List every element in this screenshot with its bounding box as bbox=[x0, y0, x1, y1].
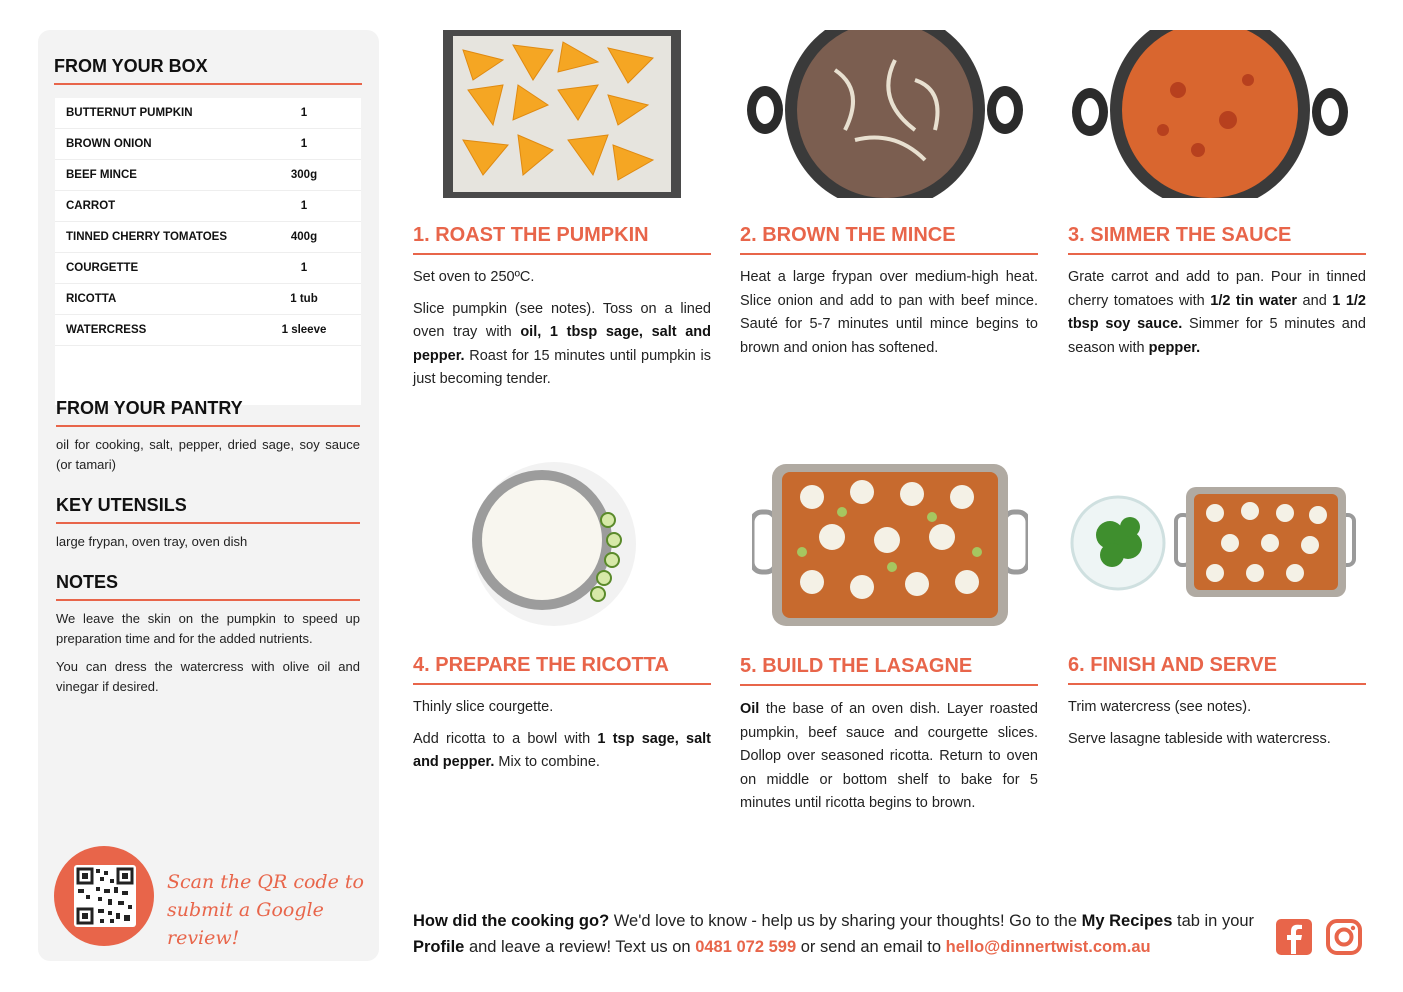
sauce-pan-image bbox=[1068, 30, 1352, 198]
ingredient-name: BUTTERNUT PUMPKIN bbox=[66, 107, 193, 119]
table-row bbox=[55, 129, 361, 160]
serve-image bbox=[1070, 485, 1356, 601]
step-2-text bbox=[740, 266, 1038, 368]
text-run: We'd love to know - help us by sharing your thoughts! Go to the bbox=[609, 912, 1082, 930]
lasagne-dish-image bbox=[752, 462, 1028, 628]
step-1-text bbox=[413, 266, 711, 400]
ingredient-qty: 400g bbox=[290, 231, 318, 243]
step-2-para-1: Heat a large frypan over medium-high heat. Slice onion and add to pan with beef mince. Sauté for 5-7 minutes until mince begins to brown and onion has softened. bbox=[740, 269, 1038, 356]
step-6-text bbox=[1068, 696, 1366, 759]
notes-section bbox=[56, 572, 360, 697]
ingredients-table bbox=[55, 98, 361, 405]
table-row bbox=[55, 253, 361, 284]
step-5-title: 5. BUILD THE LASAGNE bbox=[740, 655, 1038, 686]
ingredient-name: COURGETTE bbox=[66, 262, 139, 274]
notes-title: NOTES bbox=[56, 572, 360, 601]
bold-run: oil, 1 tbsp sage, salt and pepper. bbox=[413, 324, 711, 364]
pantry-title: FROM YOUR PANTRY bbox=[56, 398, 360, 427]
text-run: Grate carrot and add to pan. Pour in tinned cherry tomatoes with bbox=[1068, 269, 1366, 309]
step-3-title: 3. SIMMER THE SAUCE bbox=[1068, 224, 1366, 255]
step-1-title: 1. ROAST THE PUMPKIN bbox=[413, 224, 711, 255]
table-row bbox=[55, 191, 361, 222]
text-run: and bbox=[1297, 292, 1333, 309]
qr-code-icon bbox=[74, 865, 136, 927]
text-run: Add ricotta to a bowl with bbox=[413, 730, 598, 747]
pumpkin-tray-image bbox=[443, 30, 681, 198]
notes-text-2: You can dress the watercress with olive oil and vinegar if desired. bbox=[56, 659, 360, 694]
step-3-text bbox=[1068, 266, 1366, 368]
ingredient-qty: 1 bbox=[300, 107, 308, 119]
table-row bbox=[55, 315, 361, 346]
ingredient-name: TINNED CHERRY TOMATOES bbox=[66, 231, 228, 243]
utensils-title: KEY UTENSILS bbox=[56, 495, 360, 524]
step-4-text bbox=[413, 696, 711, 783]
text-run: Roast for 15 minutes until pumpkin is just becoming tender. bbox=[413, 347, 711, 387]
footer-question: How did the cooking go? bbox=[413, 912, 610, 930]
text-run: tab in your bbox=[1172, 912, 1255, 930]
ingredient-qty: 1 bbox=[300, 200, 308, 212]
bold-run: 1 1/2 tbsp soy sauce. bbox=[1068, 292, 1366, 332]
step-1-para-1: Set oven to 250ºC. bbox=[413, 269, 535, 285]
step-4-para-2 bbox=[413, 728, 711, 775]
pantry-text: oil for cooking, salt, pepper, dried sage, soy sauce (or tamari) bbox=[56, 437, 360, 472]
table-row bbox=[55, 160, 361, 191]
pantry-section bbox=[56, 398, 360, 475]
utensils-section bbox=[56, 495, 360, 552]
bold-run: Oil bbox=[740, 701, 760, 717]
bold-run: 1/2 tin water bbox=[1210, 292, 1298, 309]
ingredient-qty: 300g bbox=[290, 169, 318, 181]
step-6-title: 6. FINISH AND SERVE bbox=[1068, 654, 1366, 685]
text-run: and leave a review! Text us on bbox=[464, 938, 696, 956]
ingredient-qty: 1 bbox=[300, 138, 308, 150]
facebook-icon[interactable] bbox=[1275, 918, 1313, 956]
ingredient-name: BEEF MINCE bbox=[66, 169, 137, 181]
step-4-para-1: Thinly slice courgette. bbox=[413, 699, 554, 715]
ingredient-name: RICOTTA bbox=[66, 293, 117, 305]
step-4-title: 4. PREPARE THE RICOTTA bbox=[413, 654, 711, 685]
profile-text: Profile bbox=[413, 938, 465, 956]
bold-run: 1 tsp sage, salt and pepper. bbox=[413, 730, 711, 770]
phone-link[interactable]: 0481 072 599 bbox=[695, 938, 797, 956]
text-run: Simmer for 5 minutes and season with bbox=[1068, 316, 1366, 356]
step-3-para-1 bbox=[1068, 266, 1366, 360]
step-2-title: 2. BROWN THE MINCE bbox=[740, 224, 1038, 255]
my-recipes-text: My Recipes bbox=[1081, 912, 1173, 930]
ingredient-name: WATERCRESS bbox=[66, 324, 147, 336]
ingredient-name: BROWN ONION bbox=[66, 138, 152, 150]
step-6-para-2: Serve lasagne tableside with watercress. bbox=[1068, 730, 1331, 747]
email-link[interactable]: hello@dinnertwist.com.au bbox=[945, 938, 1151, 956]
qr-caption: Scan the QR code to submit a Google review! bbox=[167, 871, 364, 949]
step-1-para-2 bbox=[413, 298, 711, 392]
table-row bbox=[55, 284, 361, 315]
ingredient-qty: 1 sleeve bbox=[281, 324, 327, 336]
bold-run: pepper. bbox=[1148, 339, 1201, 356]
table-row bbox=[55, 222, 361, 253]
mince-pan-image bbox=[745, 30, 1025, 198]
instagram-icon[interactable] bbox=[1325, 918, 1363, 956]
utensils-text: large frypan, oven tray, oven dish bbox=[56, 534, 248, 549]
text-run: Mix to combine. bbox=[494, 754, 600, 770]
ingredient-qty: 1 bbox=[300, 262, 308, 274]
step-5-text bbox=[740, 698, 1038, 824]
ingredient-qty: 1 tub bbox=[290, 293, 318, 305]
sidebar bbox=[38, 30, 379, 961]
step-5-para-1 bbox=[740, 698, 1038, 816]
step-6-para-1: Trim watercress (see notes). bbox=[1068, 699, 1252, 715]
table-row bbox=[55, 98, 361, 129]
footer-review-text bbox=[413, 908, 1263, 960]
qr-badge[interactable] bbox=[54, 846, 154, 946]
ricotta-bowl-image bbox=[468, 460, 640, 628]
text-run: or send an email to bbox=[796, 938, 946, 956]
box-title: FROM YOUR BOX bbox=[54, 56, 362, 85]
ingredient-name: CARROT bbox=[66, 200, 116, 212]
text-run: Slice pumpkin (see notes). Toss on a lined oven tray with bbox=[413, 300, 711, 340]
text-run: the base of an oven dish. Layer roasted pumpkin, beef sauce and courgette slices. Dollop over seasoned ricotta. Return to oven on middle or bottom shelf to bake for 5 minutes until ricotta begins to brown. bbox=[740, 701, 1038, 811]
notes-text-1: We leave the skin on the pumpkin to speed up preparation time and for the added nutrients. bbox=[56, 611, 360, 646]
